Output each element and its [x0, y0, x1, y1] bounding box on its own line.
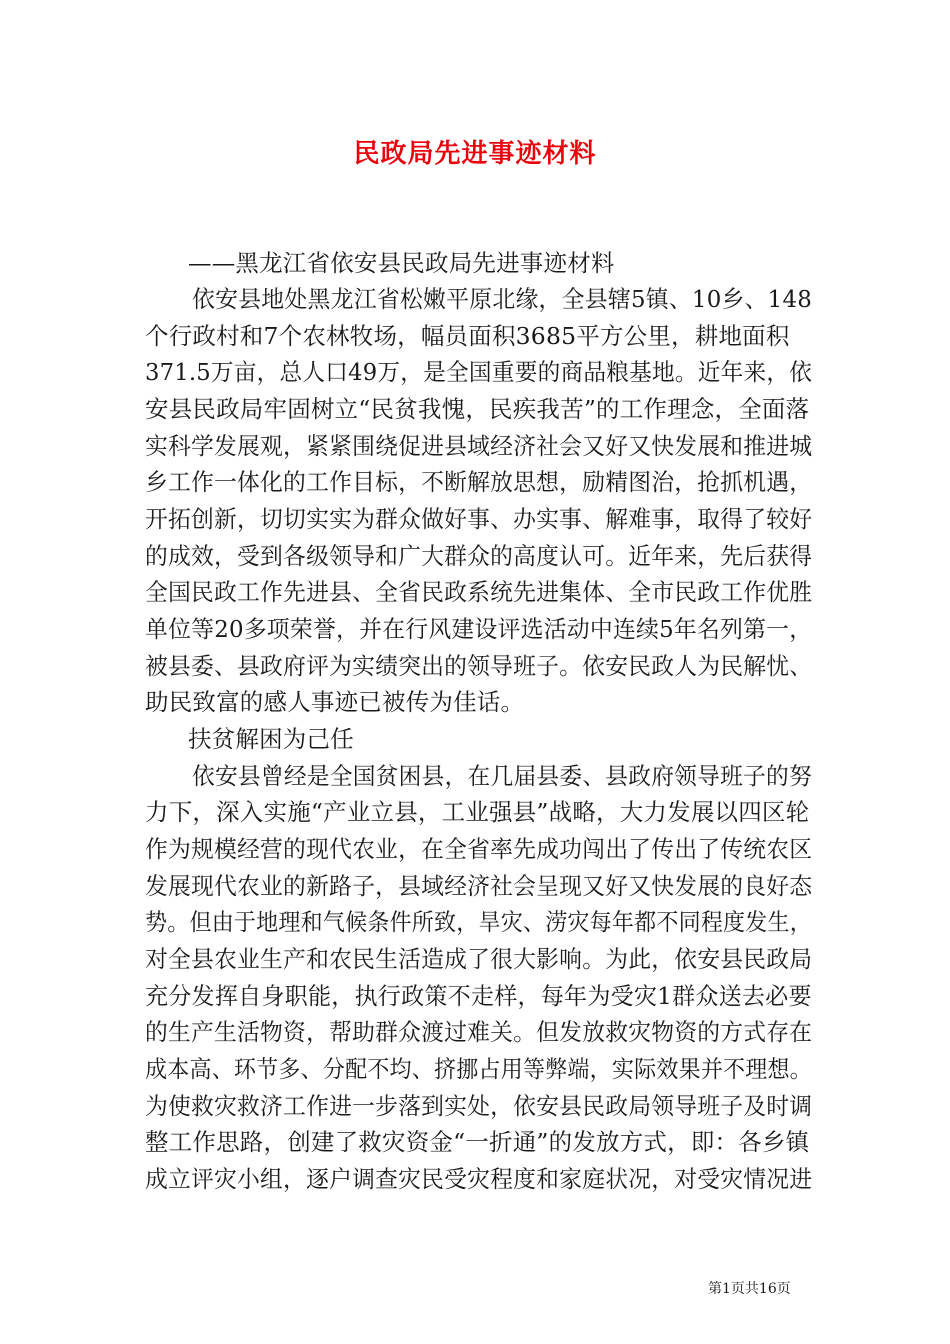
- paragraph-line: 个行政村和7个农林牧场，幅员面积3685平方公里，耕地面积: [145, 322, 790, 350]
- paragraph-line: 全国民政工作先进县、全省民政系统先进集体、全市民政工作优胜: [145, 578, 813, 606]
- paragraph-line: 单位等20多项荣誉，并在行风建设评选活动中连续5年名列第一，: [145, 615, 813, 643]
- paragraph-line: 力下，深入实施“产业立县，工业强县”战略，大力发展以四区轮: [145, 798, 810, 826]
- paragraph-line: 整工作思路，创建了救灾资金“一折通”的发放方式，即：各乡镇: [145, 1128, 810, 1156]
- paragraph-line: 开拓创新，切切实实为群众做好事、办实事、解难事，取得了较好: [145, 505, 813, 533]
- paragraph-line: 充分发挥自身职能，执行政策不走样，每年为受灾1群众送去必要: [145, 982, 812, 1010]
- page-title: 民政局先进事迹材料: [353, 139, 597, 169]
- paragraph-line: 依安县曾经是全国贫困县，在几届县委、县政府领导班子的努: [192, 762, 812, 790]
- paragraph-line: 371.5万亩，总人口49万，是全国重要的商品粮基地。近年来，依: [145, 358, 813, 386]
- section-heading: 扶贫解困为己任: [188, 725, 354, 753]
- paragraph-line: 乡工作一体化的工作目标，不断解放思想，励精图治，抢抓机遇，: [145, 468, 813, 496]
- paragraph-line: 为使救灾救济工作进一步落到实处，依安县民政局领导班子及时调: [145, 1092, 813, 1120]
- paragraph-line: 对全县农业生产和农民生活造成了很大影响。为此，依安县民政局: [145, 945, 813, 973]
- paragraph-line: 成立评灾小组，逐户调查灾民受灾程度和家庭状况，对受灾情况进: [145, 1165, 813, 1193]
- paragraph-line: 安县民政局牢固树立“民贫我愧，民疾我苦”的工作理念，全面落: [145, 395, 810, 423]
- paragraph-line: 被县委、县政府评为实绩突出的领导班子。依安民政人为民解忧、: [145, 652, 813, 680]
- paragraph-line: 的成效，受到各级领导和广大群众的高度认可。近年来，先后获得: [145, 542, 813, 570]
- paragraph-line: 作为规模经营的现代农业，在全省率先成功闯出了传出了传统农区: [145, 835, 813, 863]
- paragraph-line: 势。但由于地理和气候条件所致，旱灾、涝灾每年都不同程度发生，: [145, 908, 812, 936]
- subtitle-line: ——黑龙江省依安县民政局先进事迹材料: [188, 249, 615, 277]
- paragraph-line: 助民致富的感人事迹已被传为佳话。: [145, 688, 525, 716]
- paragraph-line: 的生产生活物资，帮助群众渡过难关。但发放救灾物资的方式存在: [145, 1018, 813, 1046]
- paragraph-line: 发展现代农业的新路子，县域经济社会呈现又好又快发展的良好态: [145, 872, 813, 900]
- paragraph-line: 依安县地处黑龙江省松嫩平原北缘，全县辖5镇、10乡、148: [192, 285, 812, 313]
- paragraph-line: 成本高、环节多、分配不均、挤挪占用等弊端，实际效果并不理想。: [145, 1055, 812, 1083]
- paragraph-line: 实科学发展观，紧紧围绕促进县域经济社会又好又快发展和推进城: [145, 432, 813, 460]
- page-number: 第1页共16页: [708, 1281, 791, 1297]
